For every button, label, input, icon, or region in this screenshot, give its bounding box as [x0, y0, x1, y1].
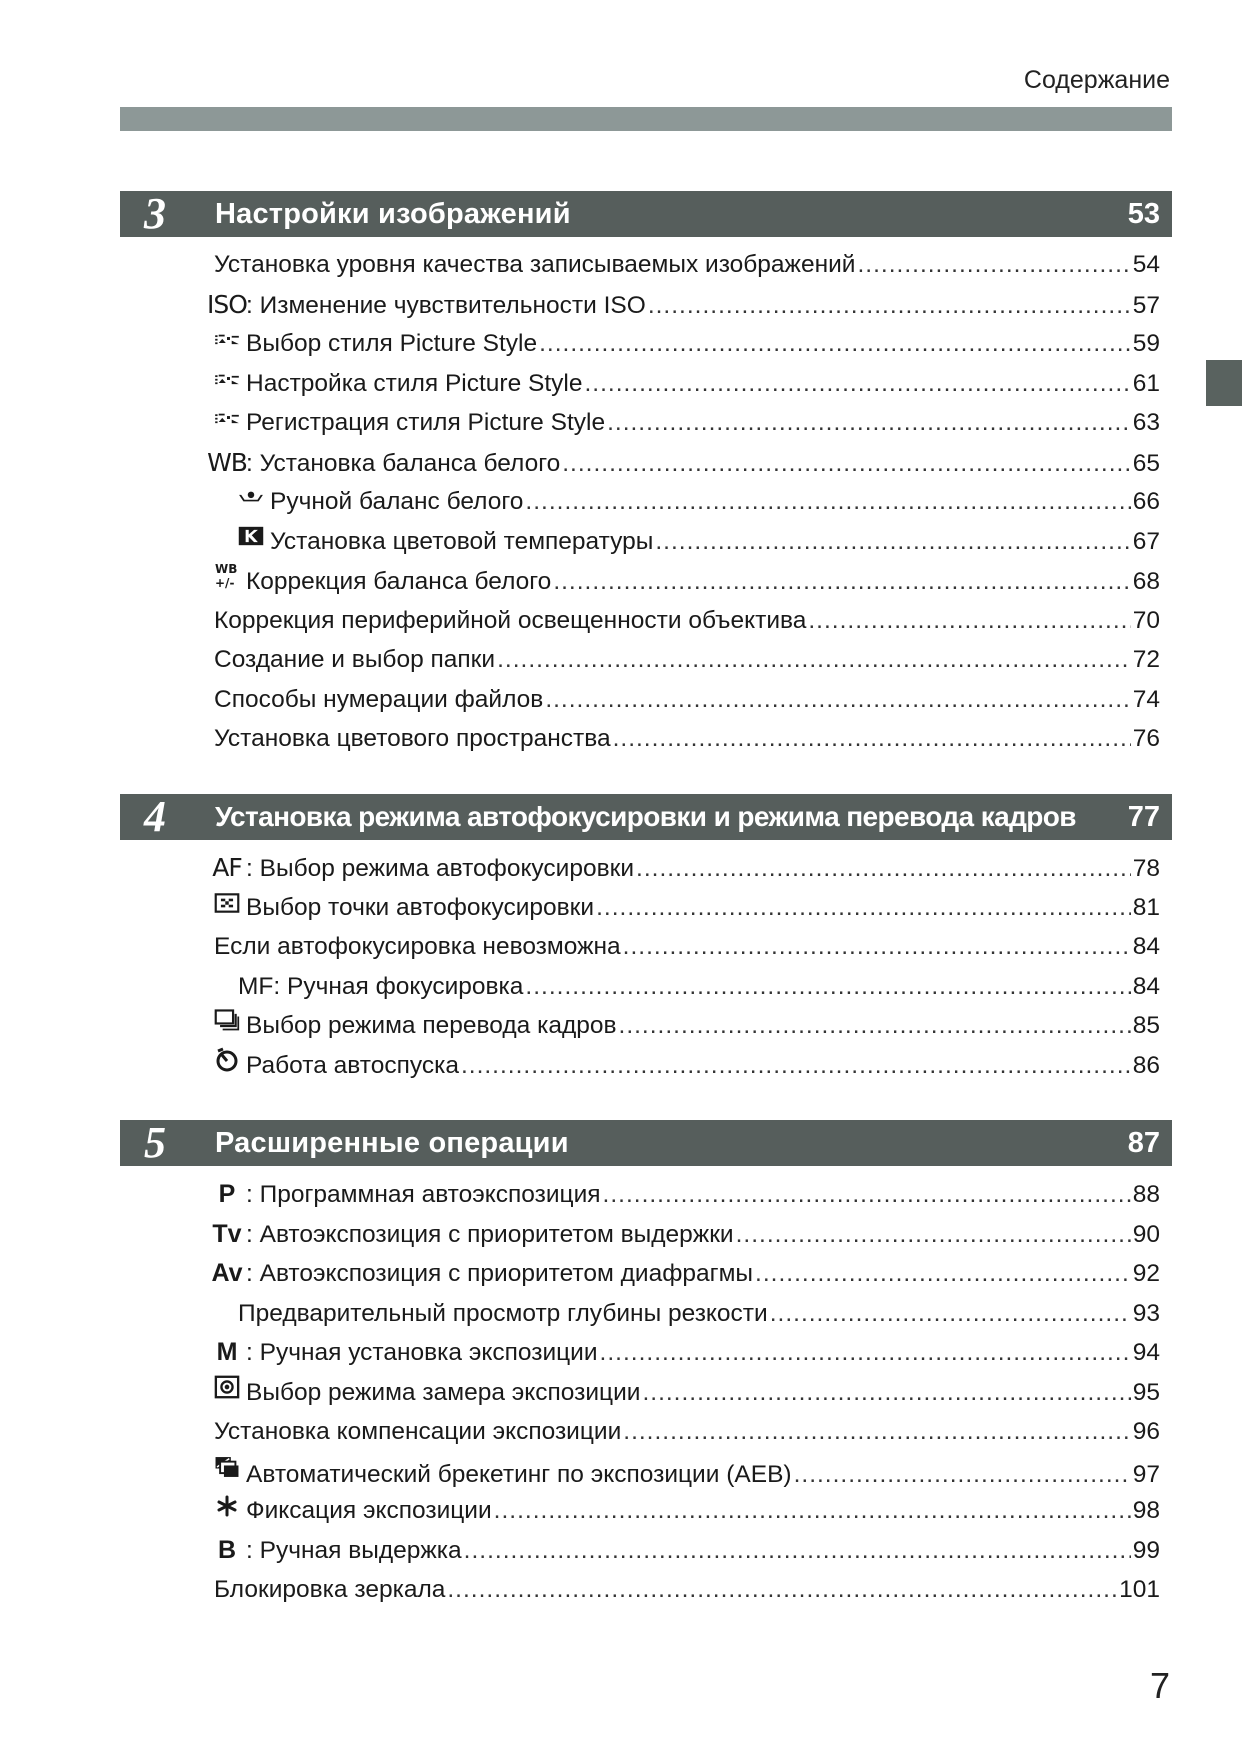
toc-entry[interactable]: [214, 1046, 1160, 1086]
entry-text: Блокировка зеркала: [214, 1576, 446, 1603]
chapter-number: 5: [144, 1118, 166, 1167]
leader-dots: [464, 1531, 1131, 1571]
entry-text: Установка компенсации экспозиции: [214, 1418, 622, 1445]
entry-page: 59: [1132, 330, 1160, 357]
chapter-4-entries: [214, 848, 1160, 1085]
entry-text: Выбор точки автофокусировки: [246, 893, 595, 921]
manual-mode-icon: M: [216, 1338, 238, 1366]
entry-text: : Установка баланса белого: [246, 449, 561, 477]
toc-entry[interactable]: [214, 888, 1160, 928]
picture-style-icon: [214, 408, 240, 430]
leader-dots: [553, 562, 1130, 602]
entry-page: 68: [1132, 568, 1160, 595]
entry-page: 72: [1132, 646, 1160, 673]
toc-entry[interactable]: [214, 1006, 1160, 1046]
chapter-page: 53: [1127, 198, 1160, 230]
aperture-priority-icon: Av: [211, 1259, 243, 1287]
aeb-icon: [214, 1452, 240, 1482]
drive-mode-icon: [214, 1007, 240, 1033]
chapter-3-entries: [207, 245, 1160, 759]
leader-dots: [494, 1491, 1131, 1531]
toc-entry[interactable]: [207, 443, 1160, 483]
entry-page: 88: [1132, 1181, 1160, 1208]
svg-text:WB: WB: [215, 562, 238, 576]
iso-icon: ISO: [207, 289, 247, 319]
bulb-mode-icon: B: [217, 1535, 237, 1564]
entry-page: 63: [1132, 409, 1160, 436]
toc-entry[interactable]: [214, 482, 1160, 522]
entry-text: Ручной баланс белого: [270, 488, 524, 515]
toc-entry[interactable]: [214, 1175, 1160, 1215]
leader-dots: [808, 601, 1130, 641]
toc-entry[interactable]: [214, 719, 1160, 759]
leader-dots: [770, 1294, 1131, 1334]
toc-entry[interactable]: [214, 1491, 1160, 1531]
leader-dots: [623, 927, 1131, 967]
entry-page: 99: [1132, 1536, 1160, 1564]
entry-page: 54: [1132, 251, 1160, 278]
entry-page: 86: [1132, 1051, 1160, 1079]
entry-page: 92: [1132, 1260, 1160, 1287]
entry-page: 65: [1132, 449, 1160, 477]
toc-entry[interactable]: [214, 1333, 1160, 1373]
entry-text: : Изменение чувствительности ISO: [246, 291, 646, 319]
entry-page: 61: [1132, 369, 1160, 397]
entry-text: Коррекция периферийной освещенности объектива: [214, 606, 807, 634]
entry-page: 101: [1119, 1576, 1160, 1603]
leader-dots: [755, 1254, 1131, 1294]
entry-page: 81: [1132, 893, 1160, 921]
toc-entry[interactable]: [214, 1412, 1160, 1452]
entry-page: 84: [1132, 972, 1160, 1000]
chapter-number: 3: [144, 189, 166, 238]
toc-entry[interactable]: [211, 1254, 1160, 1294]
entry-text: MF: Ручная фокусировка: [238, 972, 524, 1000]
section-header-label: Содержание: [1023, 66, 1170, 94]
toc-entry[interactable]: [214, 1373, 1160, 1413]
leader-dots: [642, 1373, 1130, 1413]
chapter-page: 77: [1127, 801, 1160, 833]
entry-text: Если автофокусировка невозможна: [214, 933, 621, 960]
chapter-title: Расширенные операции: [215, 1127, 569, 1159]
picture-style-icon: [214, 369, 240, 391]
entry-page: 85: [1132, 1012, 1160, 1039]
custom-white-balance-icon: [238, 485, 264, 509]
chapter-4-heading[interactable]: [120, 794, 1172, 840]
entry-text: Установка уровня качества записываемых изображений: [214, 251, 856, 278]
toc-entry[interactable]: [214, 967, 1160, 1007]
leader-dots: [562, 444, 1130, 484]
entry-text: Выбор режима перевода кадров: [246, 1012, 617, 1039]
chapter-title: Настройки изображений: [215, 198, 571, 230]
af-icon: AF: [212, 853, 242, 882]
self-timer-icon: [214, 1047, 240, 1073]
svg-text:+/-: +/-: [215, 576, 235, 589]
header-bar: [120, 107, 1172, 131]
entry-text: Автоматический брекетинг по экспозиции (AEB): [246, 1460, 792, 1488]
leader-dots: [857, 245, 1130, 285]
chapter-3-heading[interactable]: [120, 191, 1172, 237]
leader-dots: [613, 719, 1131, 759]
toc-entry[interactable]: [214, 364, 1160, 404]
entry-page: 84: [1132, 933, 1160, 960]
entry-text: Выбор стиля Picture Style: [246, 330, 538, 357]
entry-text: Создание и выбор папки: [214, 646, 496, 673]
chapter-title: Установка режима автофокусировки и режима перевода кадров: [215, 801, 1076, 832]
entry-page: 76: [1132, 725, 1160, 752]
entry-page: 66: [1132, 488, 1160, 515]
entry-text: Коррекция баланса белого: [246, 568, 552, 595]
leader-dots: [648, 286, 1131, 326]
entry-text: : Ручная установка экспозиции: [246, 1339, 598, 1366]
chapter-number: 4: [144, 792, 166, 841]
toc-entry[interactable]: [214, 1215, 1160, 1255]
entry-text: Способы нумерации файлов: [214, 685, 544, 713]
toc-entry[interactable]: [214, 927, 1160, 967]
toc-entry[interactable]: [214, 1294, 1160, 1334]
toc-entry[interactable]: [214, 1570, 1160, 1610]
toc-entry[interactable]: [214, 1452, 1160, 1492]
leader-dots: [603, 1175, 1131, 1215]
entry-page: 78: [1132, 855, 1160, 882]
entry-text: : Автоэкспозиция с приоритетом диафрагмы: [246, 1260, 754, 1287]
entry-text: : Ручная выдержка: [246, 1536, 462, 1564]
toc-entry[interactable]: [214, 680, 1160, 720]
chapter-page: 87: [1127, 1127, 1160, 1159]
color-temperature-icon: [238, 523, 264, 549]
entry-page: 98: [1132, 1497, 1160, 1524]
white-balance-icon: WB: [207, 447, 247, 477]
entry-page: 57: [1132, 291, 1160, 319]
entry-text: Установка цветовой температуры: [270, 527, 654, 555]
entry-page: 97: [1132, 1460, 1160, 1488]
toc-entry[interactable]: [214, 1531, 1160, 1571]
toc-entry[interactable]: [207, 285, 1160, 325]
leader-dots: [623, 1412, 1130, 1452]
leader-dots: [539, 324, 1131, 364]
entry-text: : Программная автоэкспозиция: [246, 1181, 601, 1208]
toc-entry[interactable]: [214, 601, 1160, 641]
entry-page: 70: [1132, 606, 1160, 634]
entry-text: Фиксация экспозиции: [246, 1497, 492, 1524]
chapter-5-entries: [211, 1175, 1160, 1610]
chapter-5-heading[interactable]: [120, 1120, 1172, 1166]
toc-entry[interactable]: [214, 848, 1160, 888]
entry-page: 95: [1132, 1378, 1160, 1406]
leader-dots: [525, 482, 1130, 522]
entry-page: 74: [1132, 685, 1160, 713]
toc-entry[interactable]: [214, 245, 1160, 285]
toc-entry[interactable]: [214, 561, 1160, 601]
toc-entry[interactable]: [214, 324, 1160, 364]
entry-text: : Автоэкспозиция с приоритетом выдержки: [246, 1220, 734, 1248]
program-mode-icon: P: [218, 1180, 236, 1208]
entry-page: 94: [1132, 1339, 1160, 1366]
ae-lock-icon: [214, 1494, 240, 1518]
leader-dots: [736, 1215, 1131, 1255]
chapter-thumb-tab: [1206, 360, 1242, 406]
shutter-priority-icon: Tv: [212, 1219, 242, 1248]
leader-dots: [607, 403, 1131, 443]
page-number: 7: [1149, 1665, 1170, 1706]
leader-dots: [461, 1046, 1131, 1086]
entry-text: Выбор режима замера экспозиции: [246, 1378, 641, 1406]
leader-dots: [600, 1333, 1131, 1373]
leader-dots: [794, 1455, 1131, 1495]
leader-dots: [525, 967, 1130, 1007]
entry-text: Настройка стиля Picture Style: [246, 369, 583, 397]
leader-dots: [497, 640, 1131, 680]
leader-dots: [619, 1006, 1131, 1046]
entry-page: 96: [1132, 1418, 1160, 1445]
leader-dots: [636, 849, 1131, 889]
leader-dots: [584, 364, 1130, 404]
entry-page: 90: [1132, 1220, 1160, 1248]
af-point-icon: [214, 891, 240, 915]
entry-text: : Выбор режима автофокусировки: [246, 855, 635, 882]
toc-entry[interactable]: [214, 403, 1160, 443]
entry-page: 67: [1132, 527, 1160, 555]
leader-dots: [655, 522, 1130, 562]
toc-entry[interactable]: [214, 640, 1160, 680]
entry-text: Установка цветового пространства: [214, 725, 611, 752]
picture-style-icon: [214, 329, 240, 351]
entry-page: 93: [1132, 1299, 1160, 1327]
entry-text: Регистрация стиля Picture Style: [246, 409, 606, 436]
metering-icon: [214, 1374, 240, 1400]
entry-text: Предварительный просмотр глубины резкости: [238, 1299, 768, 1327]
leader-dots: [596, 888, 1131, 928]
toc-entry[interactable]: [214, 522, 1160, 562]
entry-text: Работа автоспуска: [246, 1051, 459, 1079]
wb-correction-icon: [214, 561, 240, 589]
leader-dots: [447, 1570, 1117, 1610]
leader-dots: [545, 680, 1130, 720]
